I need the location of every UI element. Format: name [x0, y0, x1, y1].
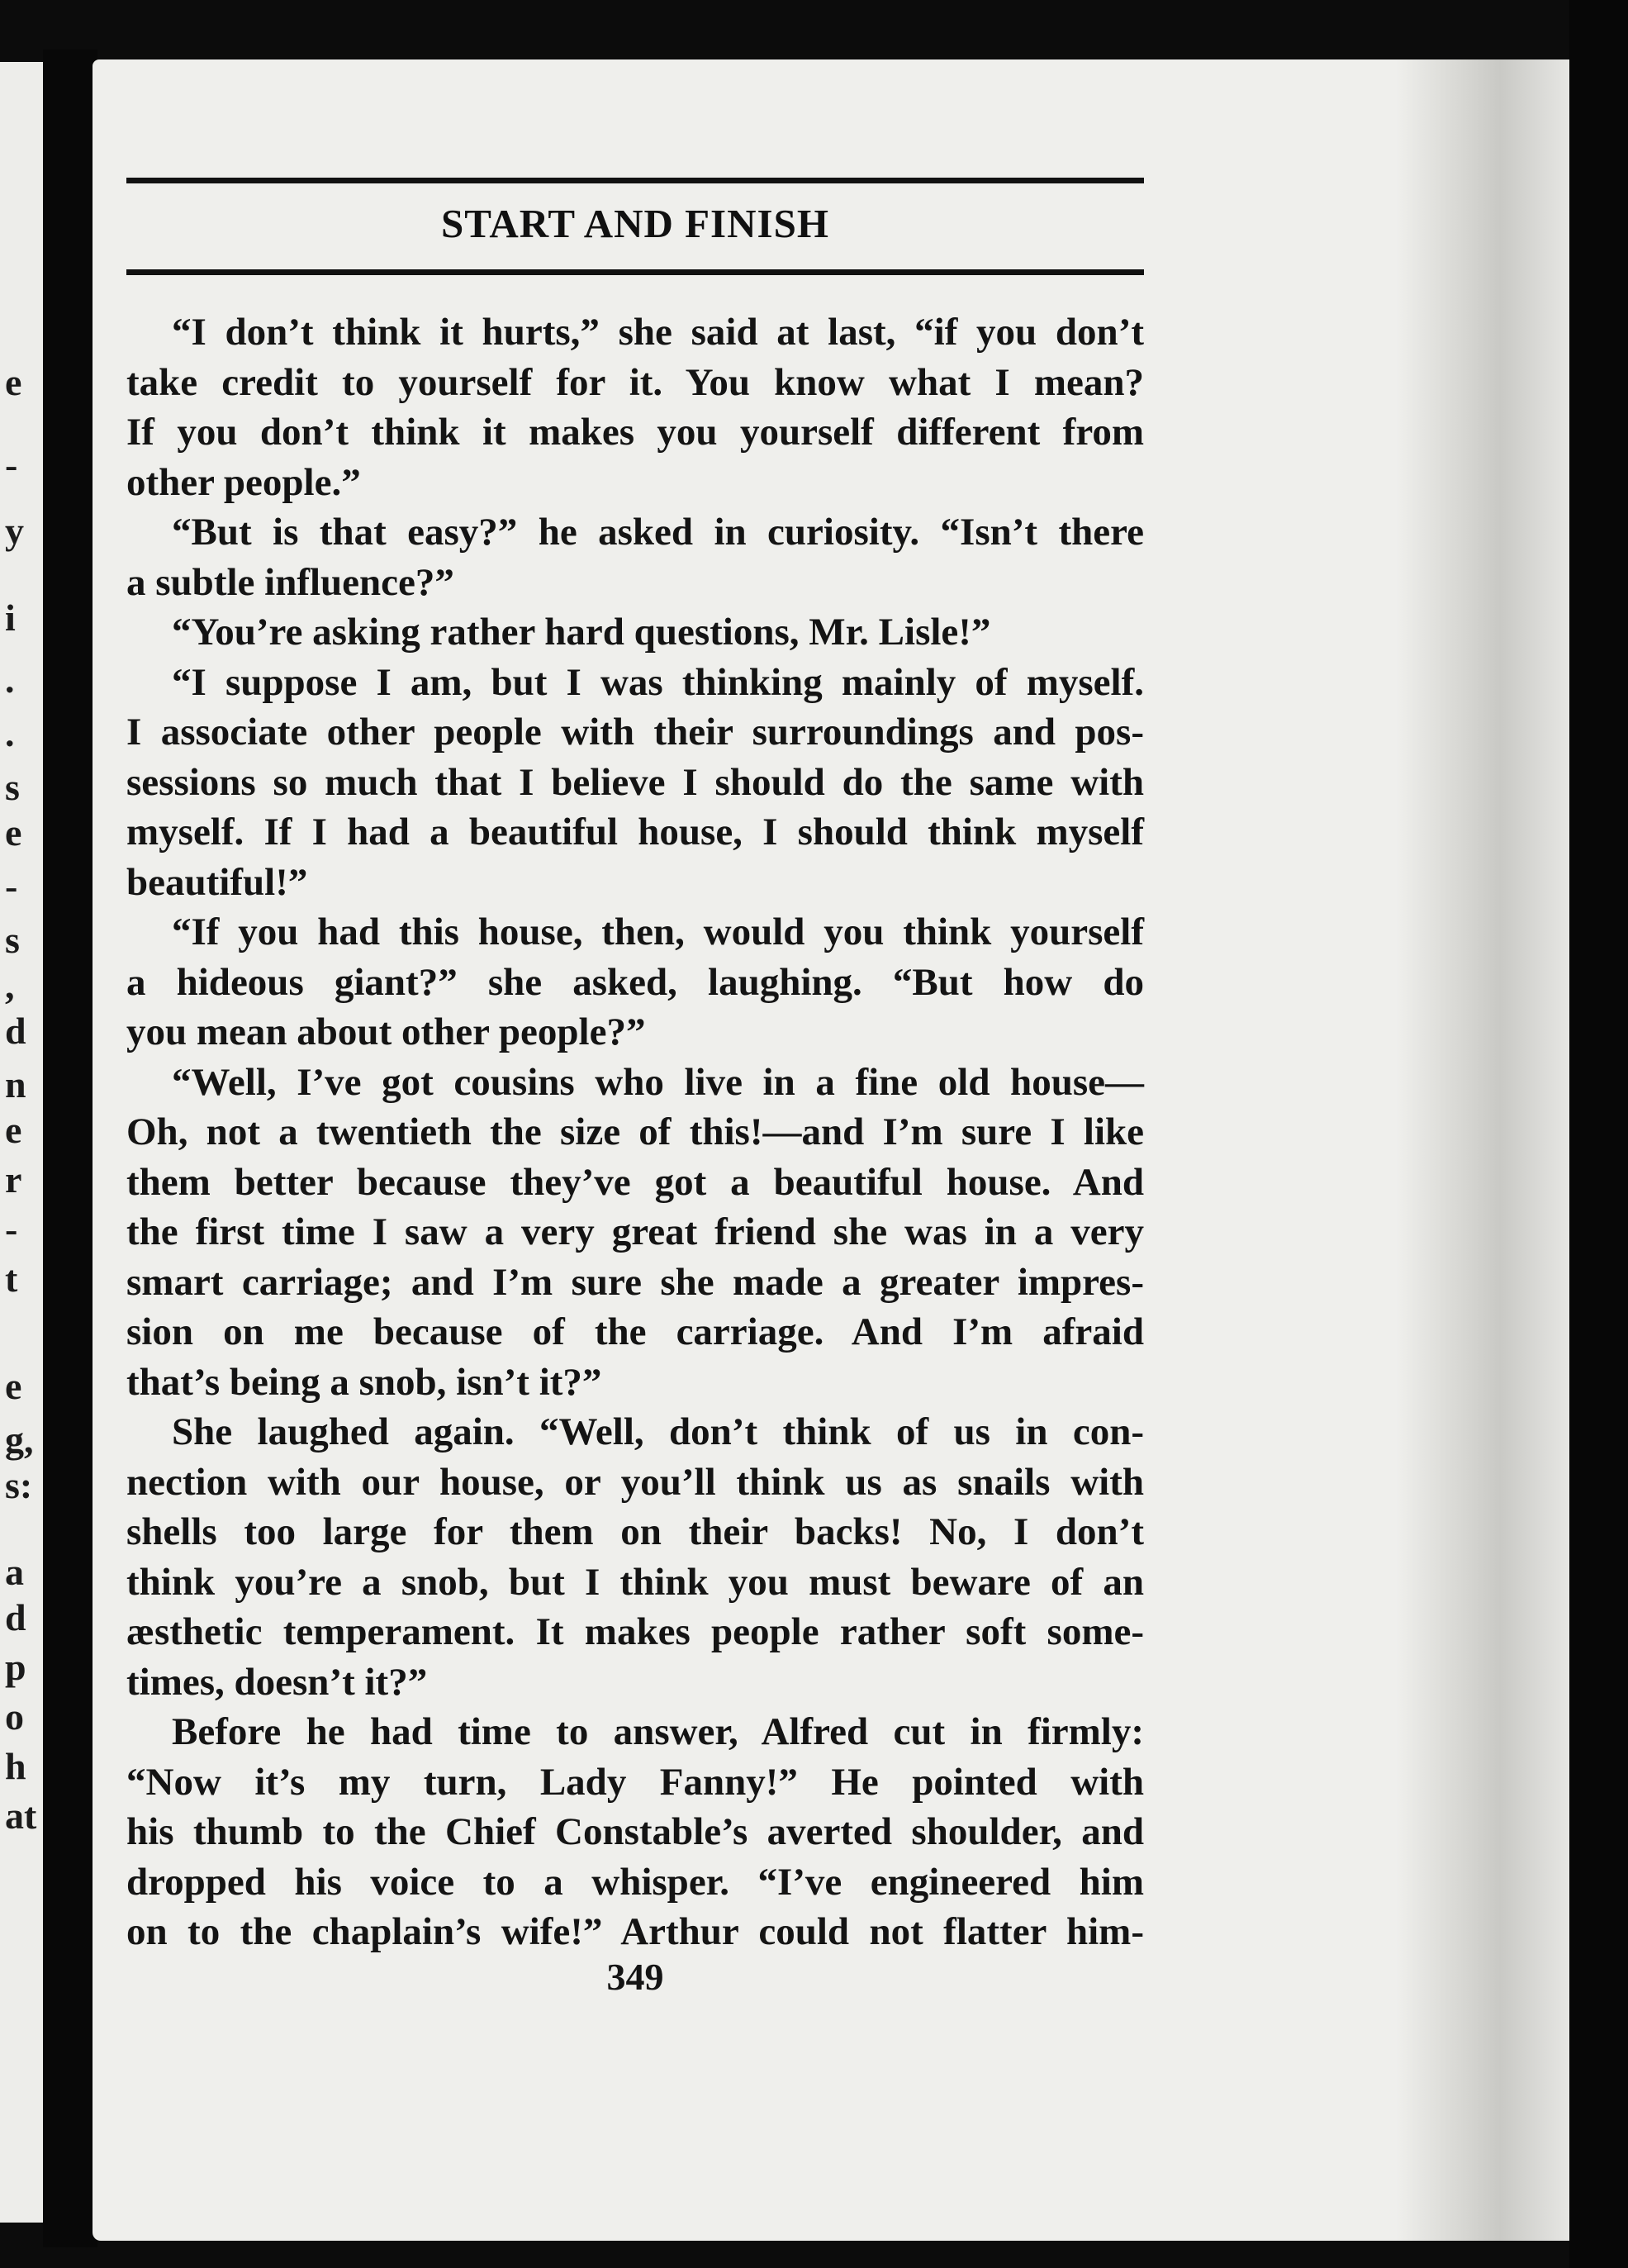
page-number: 349	[606, 1956, 664, 1998]
text-line: “Well, I’ve got cousins who live in a fine old house—	[172, 1060, 1144, 1104]
facing-page-text-fragment: r	[5, 1158, 22, 1201]
facing-page-text-fragment: e	[5, 1109, 22, 1151]
facing-page-text-fragment: -	[5, 865, 18, 907]
facing-page-text-fragment: .	[5, 659, 15, 701]
facing-page-text-fragment: d	[5, 1010, 26, 1052]
text-line: sion on me because of the carriage. And I’m afraid	[126, 1310, 1144, 1353]
text-line: beautiful!”	[126, 860, 308, 904]
text-line: his thumb to the Chief Constable’s averted shoulder, and	[126, 1810, 1144, 1853]
text-line: think you’re a snob, but I think you must beware of an	[126, 1560, 1144, 1604]
facing-page-text-fragment: e	[5, 361, 22, 403]
facing-page-text-fragment: s	[5, 919, 20, 961]
text-line: you mean about other people?”	[126, 1010, 646, 1053]
facing-page-text-fragment: g,	[5, 1419, 34, 1461]
text-line: a hideous giant?” she asked, laughing. “But how do	[126, 960, 1144, 1004]
page-edge-shadow	[1396, 59, 1569, 2241]
text-line: “I suppose I am, but I was thinking mainly of myself.	[172, 660, 1144, 704]
header-rule-top	[126, 178, 1144, 183]
text-line: She laughed again. “Well, don’t think of us in con-	[172, 1410, 1144, 1453]
facing-page-text-fragment: d	[5, 1596, 26, 1638]
text-line: “You’re asking rather hard questions, Mr. Lisle!”	[172, 611, 991, 654]
facing-page-text-fragment: -	[5, 1208, 18, 1250]
text-line: the first time I saw a very great friend she was in a very	[126, 1210, 1144, 1253]
text-line: “If you had this house, then, would you think yourself	[172, 911, 1144, 953]
facing-page-text-fragment: -	[5, 444, 18, 486]
text-line: times, doesn’t it?”	[126, 1660, 428, 1704]
text-line: a subtle influence?”	[126, 560, 454, 604]
text-line: “Now it’s my turn, Lady Fanny!” He pointed with	[126, 1760, 1144, 1804]
text-line: that’s being a snob, isn’t it?”	[126, 1360, 602, 1404]
facing-page-text-fragment: t	[5, 1258, 18, 1300]
text-line: I associate other people with their surroundings and pos-	[126, 711, 1144, 754]
header-rule-bottom	[126, 269, 1144, 275]
facing-page-text-fragment: e	[5, 811, 22, 853]
facing-page-text-fragment: o	[5, 1695, 24, 1738]
text-line: Oh, not a twentieth the size of this!—and I’m sure I like	[126, 1110, 1144, 1153]
facing-page-edge	[0, 62, 43, 2223]
running-head: START AND FINISH	[441, 201, 829, 246]
facing-page-text-fragment: s:	[5, 1464, 33, 1506]
facing-page-text-fragment: s	[5, 766, 20, 808]
facing-page-text-fragment: at	[5, 1795, 37, 1837]
text-line: take credit to yourself for it. You know what I mean?	[126, 360, 1144, 404]
facing-page-text-fragment: .	[5, 712, 15, 754]
facing-page-text-fragment: y	[5, 510, 24, 552]
text-line: sessions so much that I believe I should do the same with	[126, 760, 1144, 804]
facing-page-text-fragment: h	[5, 1745, 26, 1787]
facing-page-text-fragment: e	[5, 1365, 22, 1407]
text-line: smart carriage; and I’m sure she made a greater impres-	[126, 1260, 1144, 1304]
text-line: “But is that easy?” he asked in curiosity. “Isn’t there	[172, 511, 1144, 554]
text-line: “I don’t think it hurts,” she said at last, “if you don’t	[172, 311, 1144, 354]
text-line: myself. If I had a beautiful house, I should think myself	[126, 811, 1144, 853]
facing-page-text-fragment: n	[5, 1063, 26, 1105]
facing-page-text-fragment: ,	[5, 964, 15, 1006]
text-line: shells too large for them on their backs! No, I don’t	[126, 1510, 1144, 1553]
text-line: æsthetic temperament. It makes people rather soft some-	[126, 1610, 1144, 1653]
text-line: dropped his voice to a whisper. “I’ve engineered him	[126, 1860, 1144, 1904]
facing-page-text-fragment: a	[5, 1551, 24, 1593]
text-line: If you don’t think it makes you yourself different from	[126, 411, 1144, 454]
text-line: them better because they’ve got a beautiful house. And	[126, 1160, 1144, 1204]
text-line: nection with our house, or you’ll think us as snails with	[126, 1460, 1144, 1504]
text-line: other people.”	[126, 460, 361, 504]
book-gutter	[43, 50, 97, 2247]
body-text	[126, 307, 1144, 1957]
facing-page-text-fragment: p	[5, 1646, 26, 1688]
facing-page-text-fragment: i	[5, 597, 16, 639]
text-line: Before he had time to answer, Alfred cut in firmly:	[172, 1710, 1144, 1753]
scan-background	[1569, 0, 1628, 2268]
text-line: on to the chaplain’s wife!” Arthur could not flatter him-	[126, 1910, 1144, 1953]
